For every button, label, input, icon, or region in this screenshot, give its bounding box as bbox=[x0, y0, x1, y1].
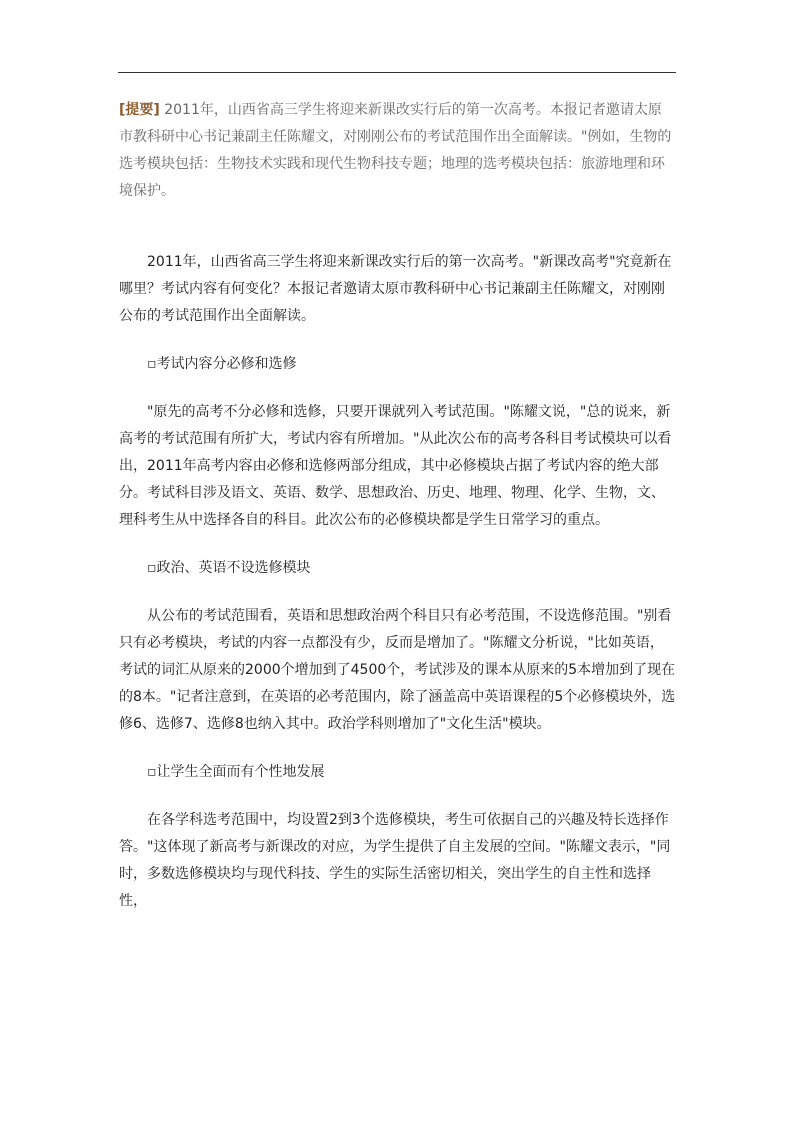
article-body bbox=[119, 249, 676, 936]
abstract-text: 2011年，山西省高三学生将迎来新课改实行后的第一次高考。本报记者邀请太原市教科研中心书记兼副主任陈耀文，对刚刚公布的考试范围作出全面解读。"例如，生物的选考模块包括：生物技术实践和现代生物科技专题；地理的选考模块包括：旅游地理和环境保护。 bbox=[119, 102, 672, 199]
abstract-tag: [提要] bbox=[119, 102, 160, 118]
section-heading-3 bbox=[119, 759, 676, 786]
paragraph-4: 在各学科选考范围中，均设置2到3个选修模块，考生可依据自己的兴趣及特长选择作答。"这体现了新高考与新课改的对应，为学生提供了自主发展的空间。"陈耀文表示，"同时，多数选修模块均与现代科技、学生的实际生活密切相关，突出学生的自主性和选择性， bbox=[119, 812, 671, 909]
section-heading-2-text: 政治、英语不设选修模块 bbox=[156, 560, 311, 576]
section-heading-2 bbox=[119, 555, 676, 582]
paragraph-3: 从公布的考试范围看，英语和思想政治两个科目只有必考范围，不设选修范围。"别看只有必考模块，考试的内容一点都没有少，反而是增加了。"陈耀文分析说，"比如英语，考试的词汇从原来的2000个增加到了4500个，考试涉及的课本从原来的5本增加到了现在的8本。"记者注意到，在英语的必考范围内，除了涵盖高中英语课程的5个必修模块外，选修6、选修7、选修8也纳入其中。政治学科则增加了"文化生活"模块。 bbox=[119, 608, 676, 732]
section-heading-1-text: 考试内容分必修和选修 bbox=[156, 356, 297, 372]
section-heading-1 bbox=[119, 351, 676, 378]
abstract-block bbox=[119, 97, 675, 205]
section-heading-3-text: 让学生全面而有个性地发展 bbox=[156, 764, 325, 780]
paragraph-2: "原先的高考不分必修和选修，只要开课就列入考试范围。"陈耀文说，"总的说来，新高考的考试范围有所扩大，考试内容有所增加。"从此次公布的高考各科目考试模块可以看出，2011年高考内容由必修和选修两部分组成，其中必修模块占据了考试内容的绝大部分。考试科目涉及语文、英语、数学、思想政治、历史、地理、物理、化学、生物，文、理科考生从中选择各自的科目。此次公布的必修模块都是学生日常学习的重点。 bbox=[119, 404, 672, 528]
bullet-icon: ▫ bbox=[147, 356, 157, 372]
bullet-icon: ▫ bbox=[147, 764, 157, 780]
bullet-icon: ▫ bbox=[147, 560, 157, 576]
paragraph-intro: 2011年，山西省高三学生将迎来新课改实行后的第一次高考。"新课改高考"究竟新在哪里？考试内容有何变化？本报记者邀请太原市教科研中心书记兼副主任陈耀文，对刚刚公布的考试范围作出全面解读。 bbox=[119, 254, 672, 324]
header-rule bbox=[118, 72, 676, 73]
